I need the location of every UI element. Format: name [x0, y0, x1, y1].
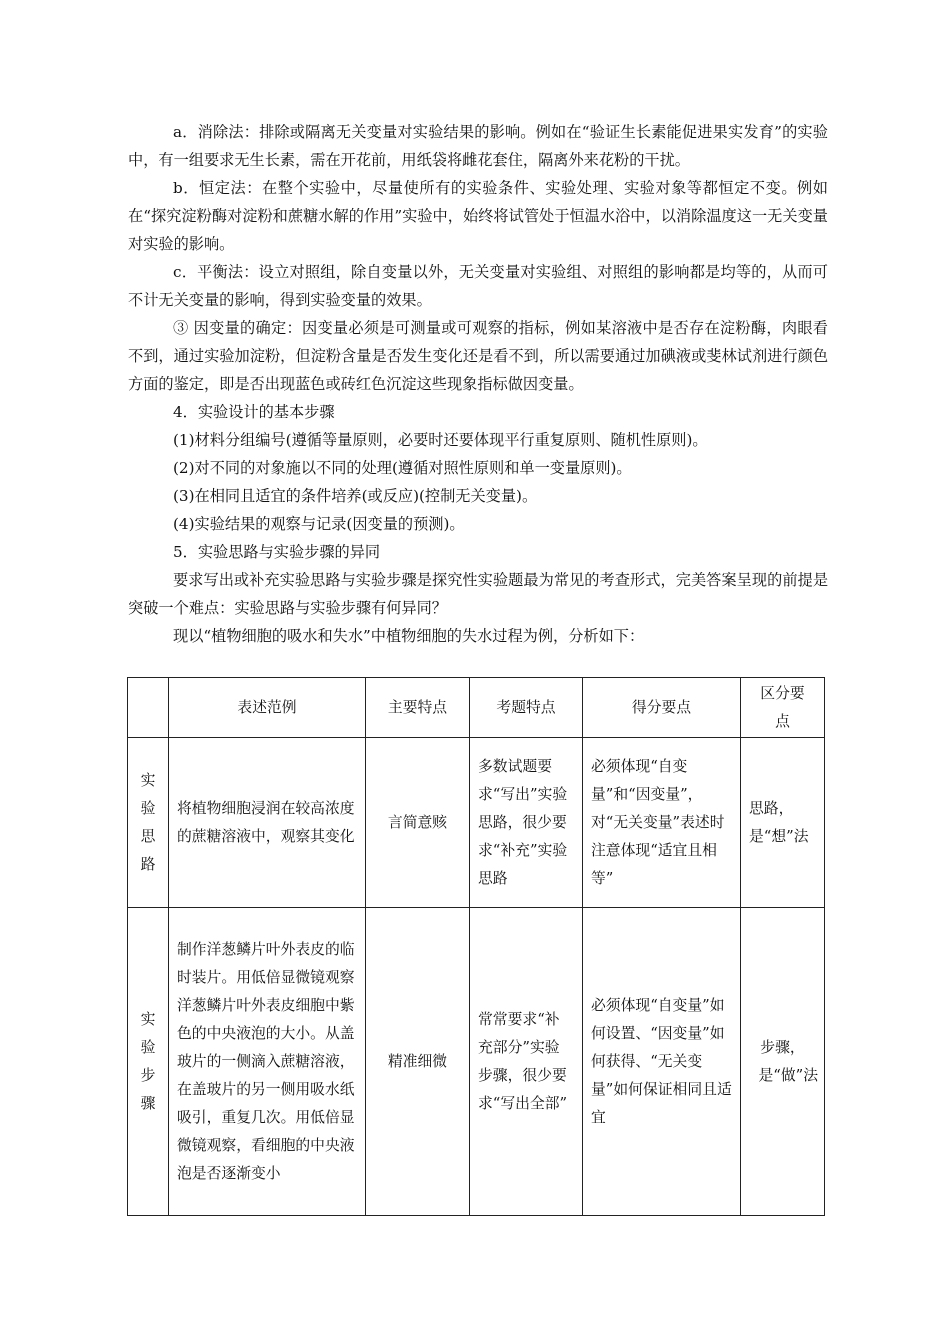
header-cell-diff — [741, 678, 825, 738]
header-cell-example: 表述范例 — [169, 678, 366, 738]
list-item-step-3: (3)在相同且适宜的条件培养(或反应)(控制无关变量)。 — [173, 487, 538, 505]
cell-diff-text: 步骤，是“做”法 — [758, 1038, 819, 1084]
header-diff-text: 区分要点 — [760, 684, 805, 730]
row-label-cell — [128, 908, 169, 1216]
heading-idea-vs-steps: 5．实验思路与实验步骤的异同 — [173, 543, 381, 561]
row-label-idea: 实验思路 — [140, 771, 156, 873]
header-cell-feature: 主要特点 — [366, 678, 470, 738]
row-label-steps: 实验步骤 — [140, 1010, 156, 1112]
paragraph-example-intro: 现以“植物细胞的吸水和失水”中植物细胞的失水过程为例，分析如下： — [173, 627, 645, 645]
list-item-step-2: (2)对不同的对象施以不同的处理(遵循对照性原则和单一变量原则)。 — [173, 459, 632, 477]
cell-exam: 常常要求“补充部分”实验步骤，很少要求“写出全部” — [470, 908, 583, 1216]
paragraph-dependent-variable: ③ 因变量的确定：因变量必须是可测量或可观察的指标，例如某溶液中是否存在淀粉酶，肉眼看不到，通过实验加淀粉，但淀粉含量是否发生变化还是看不到，所以需要通过加碘液或斐林试剂进行颜色方面的鉴定，即是否出现蓝色或砖红色沉淀这些现象指标做因变量。 — [128, 319, 828, 393]
list-item-step-4: (4)实验结果的观察与记录(因变量的预测)。 — [173, 515, 465, 533]
heading-basic-steps: 4．实验设计的基本步骤 — [173, 403, 335, 421]
paragraph-constant-method: b．恒定法：在整个实验中，尽量使所有的实验条件、实验处理、实验对象等都恒定不变。例如在“探究淀粉酶对淀粉和蔗糖水解的作用”实验中，始终将试管处于恒温水浴中，以消除温度这一无关变量对实验的影响。 — [128, 179, 828, 253]
cell-diff — [741, 908, 825, 1216]
cell-example: 将植物细胞浸润在较高浓度的蔗糖溶液中，观察其变化 — [169, 738, 366, 908]
cell-feature: 言简意赅 — [366, 738, 470, 908]
paragraph-elimination-method: a．消除法：排除或隔离无关变量对实验结果的影响。例如在“验证生长素能促进果实发育”的实验中，有一组要求无生长素，需在开花前，用纸袋将雌花套住，隔离外来花粉的干扰。 — [128, 123, 828, 169]
table-header-row — [128, 678, 825, 738]
cell-diff — [741, 738, 825, 908]
header-cell-empty — [128, 678, 169, 738]
body-text — [128, 118, 828, 650]
header-cell-score: 得分要点 — [583, 678, 741, 738]
cell-feature: 精准细微 — [366, 908, 470, 1216]
cell-score: 必须体现“自变量”如何设置、“因变量”如何获得、“无关变量”如何保证相同且适宜 — [583, 908, 741, 1216]
cell-score: 必须体现“自变量”和“因变量”，对“无关变量”表述时注意体现“适宜且相等” — [583, 738, 741, 908]
paragraph-balance-method: c．平衡法：设立对照组，除自变量以外，无关变量对实验组、对照组的影响都是均等的，从而可不计无关变量的影响，得到实验变量的效果。 — [128, 263, 828, 309]
header-cell-exam: 考题特点 — [470, 678, 583, 738]
comparison-table — [127, 677, 825, 1216]
table-row — [128, 738, 825, 908]
row-label-cell — [128, 738, 169, 908]
cell-example: 制作洋葱鳞片叶外表皮的临时装片。用低倍显微镜观察洋葱鳞片叶外表皮细胞中紫色的中央液泡的大小。从盖玻片的一侧滴入蔗糖溶液，在盖玻片的另一侧用吸水纸吸引，重复几次。用低倍显微镜观察，看细胞的中央液泡是否逐渐变小 — [169, 908, 366, 1216]
paragraph-intro: 要求写出或补充实验思路与实验步骤是探究性实验题最为常见的考查形式，完美答案呈现的前提是突破一个难点：实验思路与实验步骤有何异同？ — [128, 571, 828, 617]
cell-exam: 多数试题要求“写出”实验思路，很少要求“补充”实验思路 — [470, 738, 583, 908]
table-row — [128, 908, 825, 1216]
list-item-step-1: (1)材料分组编号(遵循等量原则，必要时还要体现平行重复原则、随机性原则)。 — [173, 431, 708, 449]
cell-diff-text: 思路，是“想”法 — [749, 799, 809, 845]
